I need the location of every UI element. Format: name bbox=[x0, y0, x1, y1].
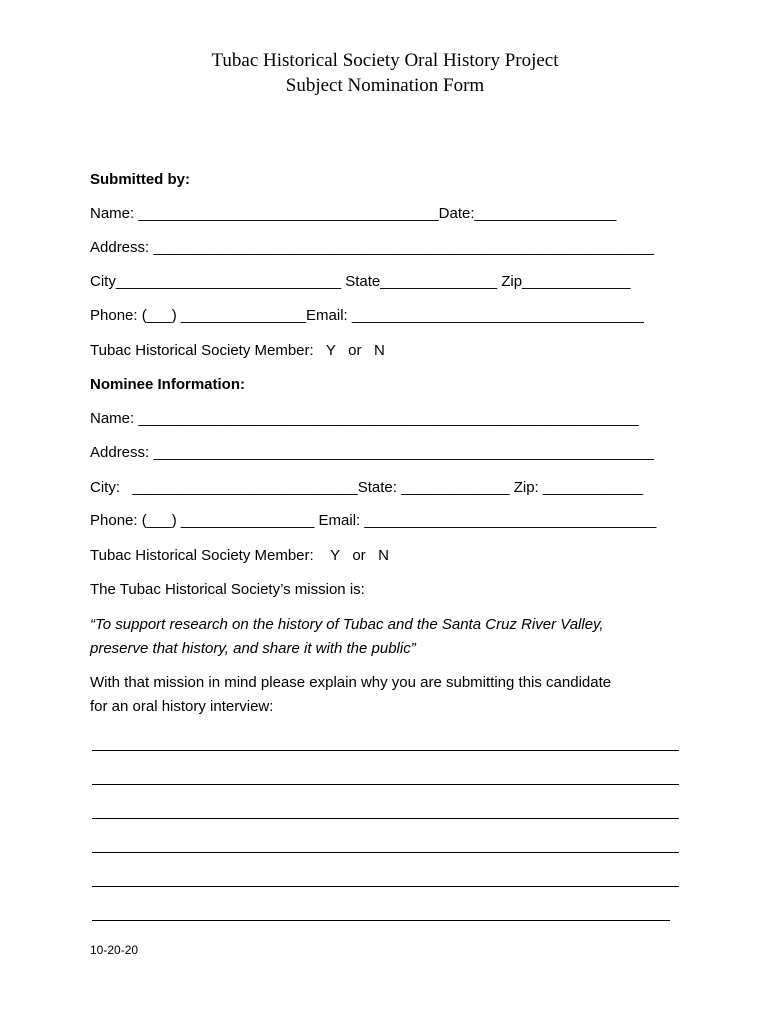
submitter-membership-line: Tubac Historical Society Member: Y or N bbox=[90, 342, 385, 359]
mission-intro: The Tubac Historical Society’s mission is: bbox=[90, 581, 365, 598]
answer-blank-line bbox=[92, 920, 670, 921]
answer-blank-line bbox=[92, 886, 679, 887]
mission-quote-line-2: preserve that history, and share it with the public” bbox=[90, 640, 416, 657]
submitter-name-date-line: Name: ____________________________________Date:_________________ bbox=[90, 205, 617, 222]
form-title-line-1: Tubac Historical Society Oral History Project bbox=[211, 50, 559, 71]
submitter-address-line: Address: ____________________________________________________________ bbox=[90, 239, 654, 256]
nominee-name-line: Name: ____________________________________________________________ bbox=[90, 410, 639, 427]
submitted-by-heading: Submitted by: bbox=[90, 171, 190, 188]
explanation-prompt-line-1: With that mission in mind please explain why you are submitting this candidate bbox=[90, 674, 612, 691]
nominee-city-state-zip-line: City: ___________________________State: _____________ Zip: ____________ bbox=[90, 479, 644, 496]
form-title bbox=[0, 48, 770, 98]
nominee-membership-line: Tubac Historical Society Member: Y or N bbox=[90, 547, 389, 564]
nominee-address-line: Address: ____________________________________________________________ bbox=[90, 444, 654, 461]
answer-blank-line bbox=[92, 750, 679, 751]
submitter-phone-email-line: Phone: (___) _______________Email: ___________________________________ bbox=[90, 307, 644, 324]
answer-blank-line bbox=[92, 818, 679, 819]
nominee-heading: Nominee Information: bbox=[90, 376, 246, 393]
footer-date: 10-20-20 bbox=[90, 943, 139, 957]
submitter-city-state-zip-line: City___________________________ State______________ Zip_____________ bbox=[90, 273, 631, 290]
form-title-line-2: Subject Nomination Form bbox=[285, 75, 485, 96]
answer-blank-line bbox=[92, 784, 679, 785]
explanation-prompt-line-2: for an oral history interview: bbox=[90, 698, 274, 715]
nominee-phone-email-line: Phone: (___) ________________ Email: ___________________________________ bbox=[90, 512, 657, 529]
mission-quote-line-1: “To support research on the history of Tubac and the Santa Cruz River Valley, bbox=[90, 616, 604, 633]
answer-blank-line bbox=[92, 852, 679, 853]
